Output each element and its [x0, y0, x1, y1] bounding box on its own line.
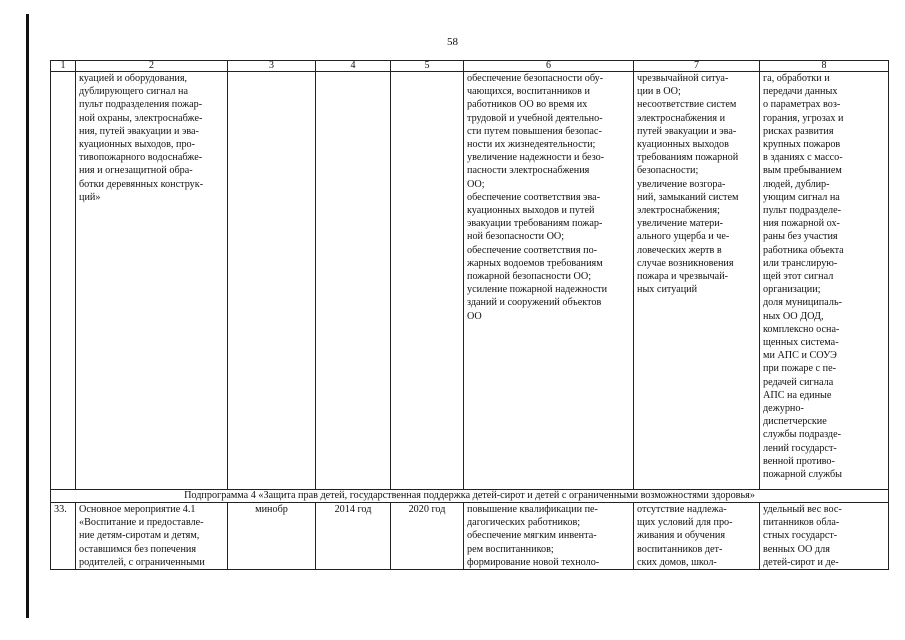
- cell-number: [51, 72, 76, 490]
- cell-expected-result: обеспечение безопасности обу- чающихся, воспитанников и работников ОО во время их трудовой и учебной деятельно- сти путем повышения безопас- ности их жизнедеятельности; увеличение надежности и безо- пасности электроснабжения ОО; обеспечение соответствия эва- куационных выходов и путей эвакуации требованиям пожар- ной безопасности ОО; обеспечение соответствия по- жарных водоемов требованиям пожарной безопасности ОО; усиление пожарной надежности зданий и сооружений объектов ОО: [464, 72, 634, 490]
- column-header: 4: [316, 61, 391, 72]
- subprogram-row: [51, 490, 889, 503]
- column-header: 6: [464, 61, 634, 72]
- header-row: [51, 61, 889, 72]
- column-header: 5: [391, 61, 464, 72]
- table-row-33: [51, 503, 889, 570]
- cell-consequences: отсутствие надлежа- щих условий для про- живания и обучения воспитанников дет- ских домов, школ-: [634, 503, 760, 570]
- subprogram-title: Подпрограмма 4 «Защита прав детей, государственная поддержка детей-сирот и детей с ограниченными возможностями здоровья»: [51, 490, 889, 503]
- cell-activity-name: Основное мероприятие 4.1 «Воспитание и предоставле- ние детям-сиротам и детям, оставшимся без попечения родителей, с ограниченными: [76, 503, 228, 570]
- cell-indicators: удельный вес вос- питанников обла- стных государст- венных ОО для детей-сирот и де-: [760, 503, 889, 570]
- table-row-continuation: [51, 72, 889, 490]
- cell-indicators: га, обработки и передачи данных о параметрах воз- горания, угрозах и рисках развития крупных пожаров в зданиях с массо- вым пребыванием людей, дублир- ующим сигнал на пульт подразделе- ния пожарной ох- раны без участия работника объекта или транслирую- щей этот сигнал организации; доля муниципаль- ных ОО ДОД, комплексно осна- щенных системa- ми АПС и СОУЭ при пожаре с пе- редачей сигнала АПС на единые дежурно- диспетчерские службы подразде- лений государст- венной противо- пожарной службы: [760, 72, 889, 490]
- column-header: 8: [760, 61, 889, 72]
- cell-executor: минобр: [228, 503, 316, 570]
- page-margin-bar: [26, 14, 29, 618]
- cell-end-year: [391, 72, 464, 490]
- column-header: 1: [51, 61, 76, 72]
- column-header: 2: [76, 61, 228, 72]
- cell-consequences: чрезвычайной ситуа- ции в ОО; несоответствие систем электроснабжения и путей эвакуации и эва- куационных выходов требованиям пожарной безопасности; увеличение возгора- ний, замыканий систем электроснабжения; увеличение матери- ального ущерба и че- ловеческих жертв в случае возникновения пожара и чрезвычай- ных ситуаций: [634, 72, 760, 490]
- activities-table: [50, 60, 889, 570]
- cell-expected-result: повышение квалификации пе- дагогических работников; обеспечение мягким инвента- рем воспитанников; формирование новой техноло-: [464, 503, 634, 570]
- cell-start-year: 2014 год: [316, 503, 391, 570]
- cell-end-year: 2020 год: [391, 503, 464, 570]
- column-header: 3: [228, 61, 316, 72]
- cell-activity-name: куацией и оборудования, дублирующего сигнал на пульт подразделения пожар- ной охраны, электроснабже- ния, путей эвакуации и эва- куационных выходов, про- тивопожарного водоснабже- ния и огнезащитной обра- ботки деревянных конструк- ций»: [76, 72, 228, 490]
- cell-start-year: [316, 72, 391, 490]
- page-number: 58: [447, 36, 458, 48]
- cell-executor: [228, 72, 316, 490]
- cell-number: 33.: [51, 503, 76, 570]
- column-header: 7: [634, 61, 760, 72]
